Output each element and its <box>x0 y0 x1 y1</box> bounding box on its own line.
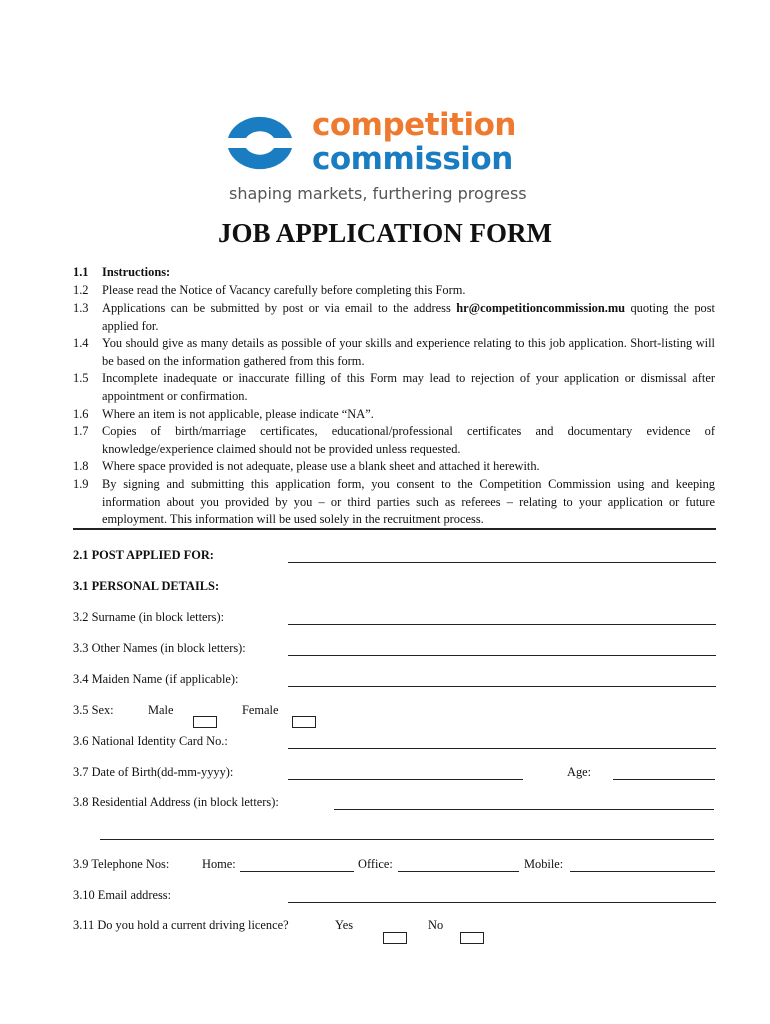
email-label: 3.10 Email address: <box>73 888 172 902</box>
licence-no-label: No <box>428 918 444 932</box>
male-checkbox[interactable] <box>193 716 217 728</box>
instruction-1-6: 1.6 Where an item is not applicable, please indicate “NA”. <box>73 407 374 421</box>
surname-label: 3.2 Surname (in block letters): <box>73 610 225 624</box>
post-applied-label: 2.1 POST APPLIED FOR: <box>73 548 214 562</box>
other-names-label: 3.3 Other Names (in block letters): <box>73 641 246 655</box>
telephone-label: 3.9 Telephone Nos: <box>73 857 170 871</box>
address-label: 3.8 Residential Address (in block letters): <box>73 795 279 809</box>
logo-tagline: shaping markets, furthering progress <box>229 184 527 203</box>
instruction-1-2: 1.2 Please read the Notice of Vacancy carefully before completing this Form. <box>73 283 466 297</box>
section-divider <box>73 528 716 530</box>
logo-word-competition: competition <box>312 107 516 143</box>
instruction-1-4: 1.4 You should give as many details as possible of your skills and experience relating to this job application. Short-listing will be based on the information gathered from this form. <box>73 336 715 368</box>
instruction-1-1: 1.1 Instructions: <box>73 265 171 279</box>
application-email[interactable]: hr@competitioncommission.mu <box>456 301 626 315</box>
licence-yes-checkbox[interactable] <box>383 932 407 944</box>
address-field-line-2[interactable] <box>100 839 714 840</box>
organization-logo <box>222 106 542 218</box>
home-phone-label: Home: <box>202 857 236 871</box>
maiden-name-field[interactable] <box>288 686 716 687</box>
logo-ring-icon <box>222 110 298 176</box>
dob-label: 3.7 Date of Birth(dd-mm-yyyy): <box>73 765 234 779</box>
male-label: Male <box>148 703 174 717</box>
sex-label: 3.5 Sex: <box>73 703 114 717</box>
surname-field[interactable] <box>288 624 716 625</box>
nic-label: 3.6 National Identity Card No.: <box>73 734 228 748</box>
logo-word-commission: commission <box>312 141 513 177</box>
other-names-field[interactable] <box>288 655 716 656</box>
office-phone-field[interactable] <box>398 871 519 872</box>
instruction-1-7: 1.7 Copies of birth/marriage certificates, educational/professional certificates and documentary evidence of knowledge/experience claimed should not be provided unless requested. <box>73 424 715 456</box>
female-label: Female <box>242 703 279 717</box>
instruction-1-8: 1.8 Where space provided is not adequate, please use a blank sheet and attached it herewith. <box>73 459 540 473</box>
nic-field[interactable] <box>288 748 716 749</box>
instruction-1-3: 1.3 Applications can be submitted by post or via email to the address hr@competitioncommission.mu quoting the post applied for. <box>73 301 715 333</box>
licence-yes-label: Yes <box>335 918 354 932</box>
page-title: JOB APPLICATION FORM <box>217 218 552 248</box>
address-field-line-1[interactable] <box>334 809 714 810</box>
personal-details-heading: 3.1 PERSONAL DETAILS: <box>73 579 220 593</box>
dob-field[interactable] <box>288 779 523 780</box>
instruction-1-5: 1.5 Incomplete inadequate or inaccurate filling of this Form may lead to rejection of your application or dismissal after appointment or confirmation. <box>73 371 715 403</box>
maiden-name-label: 3.4 Maiden Name (if applicable): <box>73 672 239 686</box>
age-label: Age: <box>567 765 592 779</box>
instruction-1-9: 1.9 By signing and submitting this application form, you consent to the Competition Commission using and keeping information about you provided by you – or third parties such as referees – relating to your application or future employment. This information will be used solely in the recruitment process. <box>73 477 715 527</box>
office-phone-label: Office: <box>358 857 393 871</box>
post-applied-field[interactable] <box>288 562 716 563</box>
home-phone-field[interactable] <box>240 871 354 872</box>
licence-no-checkbox[interactable] <box>460 932 484 944</box>
email-field[interactable] <box>288 902 716 903</box>
mobile-phone-field[interactable] <box>570 871 715 872</box>
age-field[interactable] <box>613 779 715 780</box>
licence-label: 3.11 Do you hold a current driving licence? <box>73 918 289 932</box>
mobile-phone-label: Mobile: <box>524 857 564 871</box>
female-checkbox[interactable] <box>292 716 316 728</box>
